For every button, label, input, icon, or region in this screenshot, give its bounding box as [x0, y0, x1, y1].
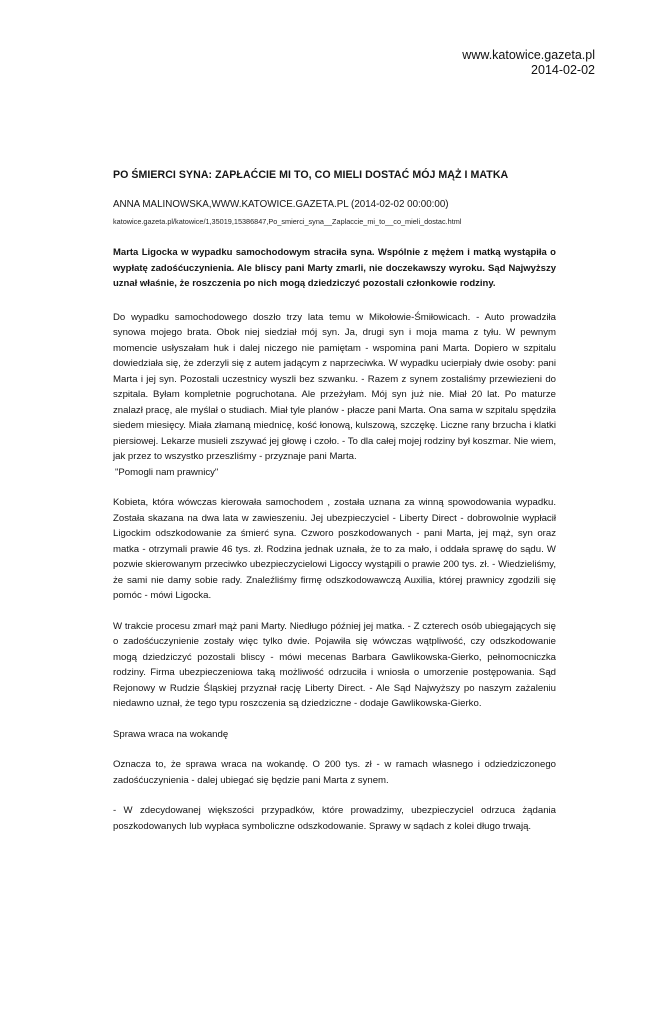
article-lead: Marta Ligocka w wypadku samochodowym straciła syna. Wspólnie z mężem i matką wystąpiła o wypłatę zadośćuczynienia. Ale bliscy pani Marty zmarli, nie doczekawszy wyroku. Sąd Najwyższy uznał właśnie, że roszczenia po nich mogą dziedziczyć pozostali członkowie rodziny.	[113, 247, 556, 289]
article-paragraph-1: Do wypadku samochodowego doszło trzy lata temu w Mikołowie-Śmiłowicach. - Auto prowadziła synowa mojego brata. Obok niej siedział mój syn. Ja, drugi syn i moja mama z tyłu. W pewnym momencie usłyszałam huk i dalej niczego nie pamiętam - wspomina pani Marta. Dopiero w szpitalu dowiedziała się, że zderzyli się z autem jadącym z naprzeciwka. W wypadku ucierpiały dwie osoby: pani Marta i jej syn. Pozostali uczestnicy wyszli bez szwanku. - Razem z synem zostaliśmy przewiezieni do szpitala. Byłam kompletnie pogruchotana. Ale przeżyłam. Mój syn już nie. Miał 20 lat. Po maturze znalazł pracę, ale myślał o studiach. Miał tyle planów - płacze pani Marta. Ona sama w szpitalu spędziła siedem miesięcy. Miała złamaną miednicę, kość łonową, kulszową, szczękę. Liczne rany brzucha i klatki piersiowej. Lekarze musieli zszywać jej głowę i czoło. - To dla całej mojej rodziny był koszmar. Nie wiem, jak przez to wszystko przeszliśmy - przyznaje pani Marta.	[113, 311, 556, 462]
article-paragraph-5: - W zdecydowanej większości przypadków, które prowadzimy, ubezpieczyciel odrzuca żądania poszkodowanych lub wypłaca symboliczne odszkodowanie. Sprawy w sądach z kolei długo trwają.	[113, 805, 556, 832]
article-url: katowice.gazeta.pl/katowice/1,35019,15386847,Po_smierci_syna__Zaplaccie_mi_to__co_mieli_dostac.html	[113, 217, 462, 226]
article	[113, 168, 556, 849]
article-subheading-1: "Pomogli nam prawnicy"	[115, 466, 219, 478]
article-paragraph-4: Oznacza to, że sprawa wraca na wokandę. O 200 tys. zł - w ramach własnego i odziedziczonego zadośćuczynienia - dalej ubiegać się będzie pani Marta z synem.	[113, 759, 556, 786]
source-date: 2014-02-02	[531, 63, 595, 77]
article-paragraph-2: Kobieta, która wówczas kierowała samochodem , została uznana za winną spowodowania wypadku. Została skazana na dwa lata w zawieszeniu. Jej ubezpieczyciel - Liberty Direct - dobrowolnie wypłacił Ligockim odszkodowanie za śmierć syna. Czworo poszkodowanych - pani Marta, jej mąż, syn oraz matka - otrzymali prawie 46 tys. zł. Rodzina jednak uznała, że to za mało, i oddała sprawę do sądu. W pozwie skierowanym przeciwko ubezpieczycielowi Ligoccy wystąpili o prawie 200 tys. zł. - Wiedzieliśmy, że sami nie damy sobie rady. Znaleźliśmy firmę odszkodowawczą Auxilia, której prawnicy zgodzili się pomóc - mówi Ligocka.	[113, 497, 556, 601]
article-subheading-2: Sprawa wraca na wokandę	[113, 728, 229, 740]
article-byline: ANNA MALINOWSKA,WWW.KATOWICE.GAZETA.PL (2014-02-02 00:00:00)	[113, 199, 449, 210]
source-site: www.katowice.gazeta.pl	[462, 48, 595, 62]
article-title: PO ŚMIERCI SYNA: ZAPŁAĆCIE MI TO, CO MIELI DOSTAĆ MÓJ MĄŻ I MATKA	[113, 169, 509, 181]
article-paragraph-3: W trakcie procesu zmarł mąż pani Marty. Niedługo później jej matka. - Z czterech osób ubiegających się o zadośćuczynienie zostały więc tylko dwie. Pojawiła się wówczas wątpliwość, czy odszkodowanie mogą dziedziczyć pozostali bliscy - mówi mecenas Barbara Gawlikowska-Gierko, pełnomocniczka rodziny. Firma ubezpieczeniowa taką możliwość odrzuciła i wniosła o umorzenie postępowania. Sąd Rejonowy w Rudzie Śląskiej przyznał rację Liberty Direct. - Ale Sąd Najwyższy po naszym zażaleniu niedawno uznał, że tego typu roszczenia są dziedziczne - dodaje Gawlikowska-Gierko.	[113, 620, 556, 709]
source-header	[462, 48, 595, 78]
